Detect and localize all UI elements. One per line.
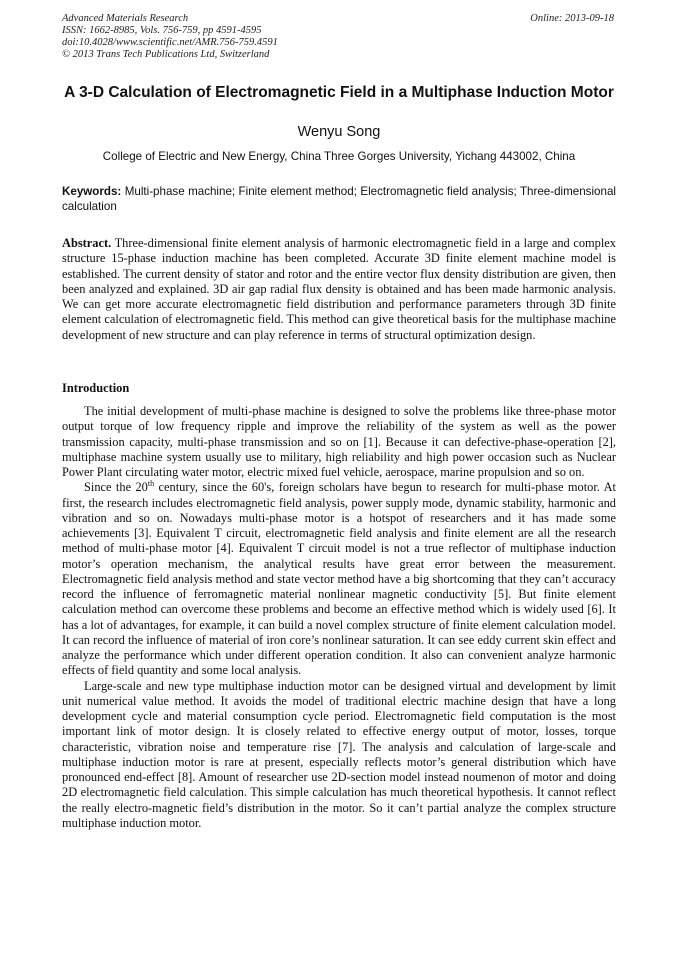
issn-line: ISSN: 1662-8985, Vols. 756-759, pp 4591-4595 bbox=[62, 25, 262, 36]
author-affiliation: College of Electric and New Energy, China Three Gorges University, Yichang 443002, China bbox=[102, 150, 576, 163]
abstract-block bbox=[62, 236, 616, 343]
keywords-label: Keywords: bbox=[62, 185, 122, 198]
paper-title: A 3-D Calculation of Electromagnetic Field in a Multiphase Induction Motor bbox=[64, 84, 614, 101]
intro-p2-rest: century, since the 60's, foreign scholars have begun to research for multi-phase motor. At first, the research includes electromagnetic field analysis, power supply mode, dynamic stability, harmonic and vibration and so on. Nowadays multi-phase motor is a hotspot of researchers and it has made some achievements [3]. Equivalent T circuit, electromagnetic field analysis and finite element are all the research method of multi-phase motor [4]. Equivalent T circuit model is not a true reflector of multiphase induction motor’s operation mechanism, the analytical results have great error between the measurement. Electromagnetic field analysis method and state vector method have a big shortcoming that they can’t accuracy record the influence of ferromagnetic material nonlinear magnetic conductivity [5]. But finite element calculation method can overcome these problems and become an effective method which is widely used [6]. It has a lot of advantages, for example, it can build a novel complex structure of finite element calculation model. It can record the influence of material of iron core’s nonlinear saturation. It can see eddy current skin effect and analyze the performance which under different operation condition. It also can convenient analyze harmonic effects of field quantity and some local analysis. bbox=[62, 480, 616, 678]
doi-line: doi:10.4028/www.scientific.net/AMR.756-759.4591 bbox=[62, 37, 278, 48]
intro-paragraph-3: Large-scale and new type multiphase induction motor can be designed virtual and development by limit unit numerical value method. It avoids the model of traditional electric machine design that have a long development cycle and material consumption cycle period. Electromagnetic field computation is the most important link of motor design. It is closely related to effective energy output of motor, losses, torque characteristic, vibration noise and temperature rise [7]. The analysis and calculation of large-scale and multiphase induction motor is rare at present, especially reflects motor’s general distribution which have pronounced end-effect [8]. Amount of researcher use 2D-section model instead noumenon of motor and doing 2D electromagnetic field calculation. This simple calculation has much theoretical hypothesis. It cannot reflect the really electro-magnetic field’s distribution in the motor. So it can’t partial analyze the complex structure multiphase induction motor. bbox=[62, 678, 616, 830]
abstract-label: Abstract. bbox=[62, 236, 112, 250]
keywords-text: Multi-phase machine; Finite element method; Electromagnetic field analysis; Three-dimensional calculation bbox=[62, 185, 616, 213]
intro-paragraph-1: The initial development of multi-phase machine is designed to solve the problems like three-phase motor output torque of low frequency ripple and improve the reliability of the system as well as the power transmission capacity, multi-phase transmission and so on [1]. Because it can defective-phase-operation [2], multiphase machine system usually use to military, high reliability and high power occasion such as Nuclear Power Plant circulating water motor, electric mixed fuel vehicle, aerospace, marine propulsion and so on. bbox=[62, 404, 616, 479]
keywords-block bbox=[62, 184, 616, 214]
section-heading-introduction: Introduction bbox=[62, 381, 130, 395]
abstract-text: Three-dimensional finite element analysis of harmonic electromagnetic field in a large and complex structure 15-phase induction machine has been completed. Accurate 3D finite element machine model is established. The current density of stator and rotor and the entire vector flux density distribution are given, then been analyzed and explained. 3D air gap radial flux density is obtained and has been made harmonic analysis. We can get more accurate electromagnetic field distribution and performance parameters through 3D finite element calculation of electromagnetic field. This method can give theoretical basis for the multiphase machine development of new structure and can play reference in terms of structural optimization design. bbox=[62, 236, 616, 342]
copyright-line: © 2013 Trans Tech Publications Ltd, Switzerland bbox=[62, 49, 270, 60]
introduction-body bbox=[62, 404, 616, 831]
author-name: Wenyu Song bbox=[297, 124, 381, 140]
intro-paragraph-2 bbox=[62, 480, 616, 678]
intro-p2-start: Since the 20 bbox=[84, 480, 148, 495]
journal-name: Advanced Materials Research bbox=[62, 13, 189, 24]
online-date: Online: 2013-09-18 bbox=[530, 13, 614, 24]
superscript-th: th bbox=[147, 479, 155, 489]
journal-header bbox=[62, 13, 278, 61]
